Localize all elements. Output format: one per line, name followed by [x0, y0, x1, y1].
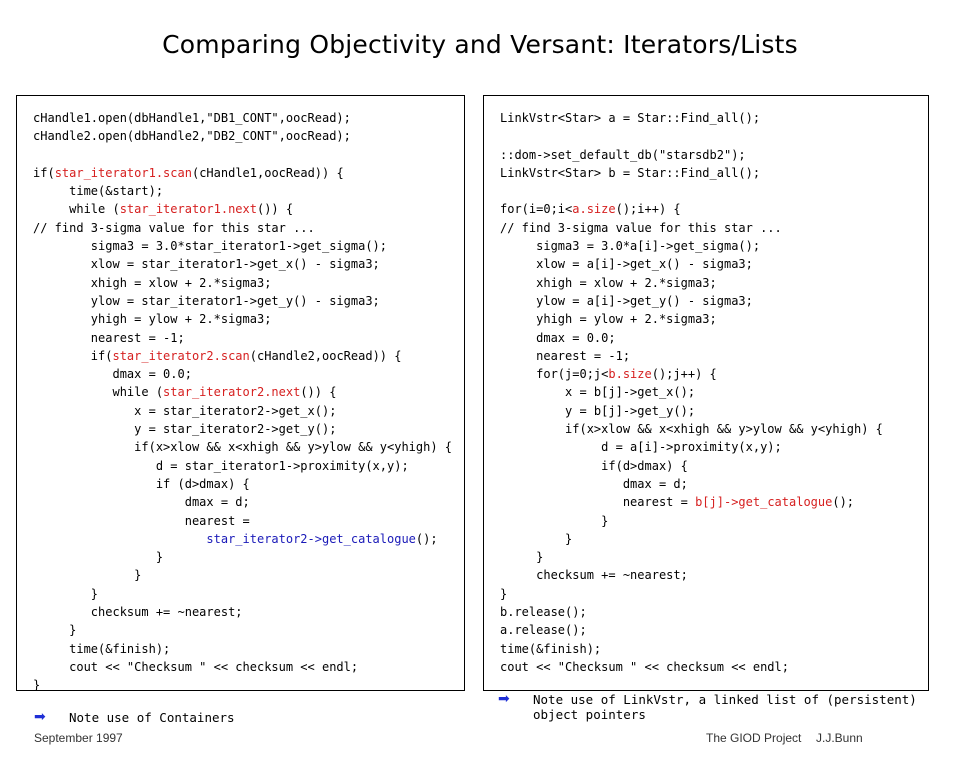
code-token: sigma3 = 3.0*a[i]->get_sigma();	[500, 239, 761, 254]
code-line	[500, 566, 928, 584]
code-token: dmax = 0.0;	[500, 330, 616, 345]
code-line	[33, 457, 464, 475]
code-token: xhigh = xlow + 2.*sigma3;	[500, 275, 717, 290]
code-token: nearest = -1;	[33, 330, 185, 345]
highlighted-code-token: b[j]->get_catalogue	[695, 495, 833, 510]
highlighted-code-token: star_iterator1.scan	[54, 165, 192, 180]
versant-code-block	[500, 109, 928, 676]
code-token: ();i++) {	[615, 202, 681, 217]
code-line	[33, 219, 464, 237]
code-token: ylow = star_iterator1->get_y() - sigma3;	[33, 293, 380, 308]
code-token	[33, 532, 206, 546]
code-line	[500, 438, 928, 456]
code-token: if(d>dmax) {	[500, 458, 688, 473]
slide-title: Comparing Objectivity and Versant: Iterators/Lists	[162, 30, 798, 59]
code-line	[33, 566, 464, 584]
code-line	[500, 658, 928, 676]
code-line	[500, 585, 928, 603]
code-line	[33, 603, 464, 621]
code-token: ()) {	[256, 202, 294, 217]
code-token: sigma3 = 3.0*star_iterator1->get_sigma();	[33, 239, 388, 254]
code-line	[500, 200, 928, 218]
code-line	[500, 420, 928, 438]
code-token: }	[33, 586, 99, 601]
code-line	[500, 512, 928, 530]
right-arrow-icon: ➡	[498, 691, 510, 707]
code-token: ();	[415, 531, 438, 546]
code-line	[33, 530, 464, 548]
code-line	[500, 219, 928, 237]
objectivity-code-block	[33, 109, 464, 695]
code-token: ();	[832, 495, 855, 510]
code-line	[500, 310, 928, 328]
code-token: ();j++) {	[651, 367, 717, 382]
code-token: }	[500, 513, 609, 528]
code-token: time(&finish);	[33, 641, 171, 656]
code-line	[33, 274, 464, 292]
note-text: Note use of Containers	[69, 710, 235, 725]
footer-author: J.J.Bunn	[816, 731, 863, 745]
highlighted-code-token: star_iterator2.next	[163, 385, 301, 400]
code-token: cHandle1.open(dbHandle1,"DB1_CONT",oocRead);	[33, 111, 351, 125]
code-token: if(	[33, 348, 113, 363]
code-token: time(&start);	[33, 184, 164, 199]
code-token: nearest =	[500, 495, 696, 510]
note-containers	[34, 710, 294, 728]
code-line	[500, 237, 928, 255]
code-line	[33, 585, 464, 603]
code-line	[33, 493, 464, 511]
note-text: Note use of LinkVstr, a linked list of (persistent) object pointers	[533, 692, 917, 722]
code-token: }	[33, 550, 164, 565]
code-token: (cHandle1,oocRead)) {	[191, 165, 344, 180]
code-line	[500, 274, 928, 292]
code-line	[33, 255, 464, 273]
code-line	[33, 420, 464, 438]
highlighted-code-token: star_iterator2->get_catalogue	[206, 531, 416, 546]
highlighted-code-token: star_iterator1.next	[119, 202, 257, 217]
code-line	[500, 383, 928, 401]
code-token: x = star_iterator2->get_x();	[33, 403, 337, 418]
code-token: if(	[33, 165, 55, 180]
code-line	[33, 621, 464, 639]
code-token: LinkVstr<Star> a = Star::Find_all();	[500, 111, 761, 125]
code-token: }	[500, 586, 508, 601]
code-token: while (	[33, 202, 120, 217]
objectivity-code-panel	[16, 95, 465, 691]
code-token: if(x>xlow && x<xhigh && y>ylow && y<yhigh) {	[500, 422, 883, 437]
code-line	[500, 329, 928, 347]
code-token: xlow = a[i]->get_x() - sigma3;	[500, 257, 753, 272]
code-token: cout << "Checksum " << checksum << endl;	[500, 659, 789, 674]
code-token: yhigh = ylow + 2.*sigma3;	[33, 312, 272, 327]
versant-code-panel	[483, 95, 929, 691]
code-line	[500, 347, 928, 365]
code-token: }	[500, 550, 544, 565]
code-token: ()) {	[300, 385, 337, 400]
code-token: for(j=0;j<	[500, 367, 609, 382]
code-line	[33, 438, 464, 456]
code-line	[500, 548, 928, 566]
code-token: d = a[i]->proximity(x,y);	[500, 440, 782, 455]
code-line	[33, 164, 464, 182]
code-line	[33, 383, 464, 401]
code-token: ::dom->set_default_db("starsdb2");	[500, 147, 746, 162]
code-token: nearest =	[33, 513, 250, 528]
code-token: a.release();	[500, 623, 587, 638]
code-line	[500, 182, 928, 200]
code-line	[33, 310, 464, 328]
code-token: cout << "Checksum " << checksum << endl;	[33, 659, 359, 674]
code-token: x = b[j]->get_x();	[500, 385, 696, 400]
footer-date: September 1997	[34, 731, 123, 745]
code-token: checksum += ~nearest;	[33, 605, 243, 620]
code-token: (cHandle2,oocRead)) {	[249, 348, 402, 363]
code-line	[500, 475, 928, 493]
code-token: }	[33, 623, 77, 638]
code-line	[33, 182, 464, 200]
code-line	[33, 676, 464, 694]
code-token: }	[33, 678, 41, 693]
code-token: ylow = a[i]->get_y() - sigma3;	[500, 293, 753, 308]
code-line	[33, 292, 464, 310]
highlighted-code-token: b.size	[608, 367, 652, 382]
code-line	[33, 365, 464, 383]
code-line	[500, 164, 928, 182]
highlighted-code-token: star_iterator2.scan	[112, 348, 250, 363]
code-token: }	[500, 531, 573, 546]
code-token: d = star_iterator1->proximity(x,y);	[33, 458, 409, 473]
code-token: nearest = -1;	[500, 348, 631, 363]
code-token: if (d>dmax) {	[33, 476, 250, 491]
code-line	[33, 200, 464, 218]
code-line	[500, 365, 928, 383]
code-line	[500, 109, 928, 127]
code-line	[33, 127, 464, 145]
footer-project: The GIOD Project	[706, 731, 802, 745]
code-token: checksum += ~nearest;	[500, 568, 688, 583]
code-line	[500, 640, 928, 658]
code-token: for(i=0;i<	[500, 202, 573, 217]
code-token: LinkVstr<Star> b = Star::Find_all();	[500, 165, 761, 180]
code-line	[33, 475, 464, 493]
code-token: cHandle2.open(dbHandle2,"DB2_CONT",oocRead);	[33, 129, 351, 144]
code-line	[500, 146, 928, 164]
note-linkvstr	[498, 692, 918, 726]
code-line	[500, 255, 928, 273]
code-line	[33, 146, 464, 164]
code-line	[33, 512, 464, 530]
code-token: dmax = d;	[33, 495, 250, 510]
right-arrow-icon: ➡	[34, 709, 46, 725]
highlighted-code-token: a.size	[572, 202, 616, 217]
code-line	[500, 493, 928, 511]
code-token: dmax = d;	[500, 476, 688, 491]
code-line	[33, 658, 464, 676]
code-token: // find 3-sigma value for this star ...	[33, 220, 315, 235]
code-token: xhigh = xlow + 2.*sigma3;	[33, 275, 272, 290]
code-token: dmax = 0.0;	[33, 367, 192, 382]
code-token: if(x>xlow && x<xhigh && y>ylow && y<yhigh) {	[33, 440, 453, 455]
code-line	[500, 621, 928, 639]
code-token: xlow = star_iterator1->get_x() - sigma3;	[33, 257, 380, 272]
code-line	[33, 237, 464, 255]
code-token: // find 3-sigma value for this star ...	[500, 220, 782, 235]
code-token: time(&finish);	[500, 641, 602, 656]
code-line	[500, 402, 928, 420]
code-token: y = star_iterator2->get_y();	[33, 422, 337, 437]
code-line	[500, 603, 928, 621]
code-line	[33, 347, 464, 365]
code-token: y = b[j]->get_y();	[500, 403, 696, 418]
code-line	[33, 548, 464, 566]
code-line	[33, 402, 464, 420]
code-line	[500, 530, 928, 548]
code-line	[33, 640, 464, 658]
code-line	[33, 109, 464, 127]
code-line	[500, 457, 928, 475]
code-line	[33, 329, 464, 347]
code-token: while (	[33, 385, 164, 400]
code-token: b.release();	[500, 605, 587, 620]
code-line	[500, 127, 928, 145]
code-token: yhigh = ylow + 2.*sigma3;	[500, 312, 717, 327]
code-token: }	[33, 568, 142, 583]
code-line	[500, 292, 928, 310]
